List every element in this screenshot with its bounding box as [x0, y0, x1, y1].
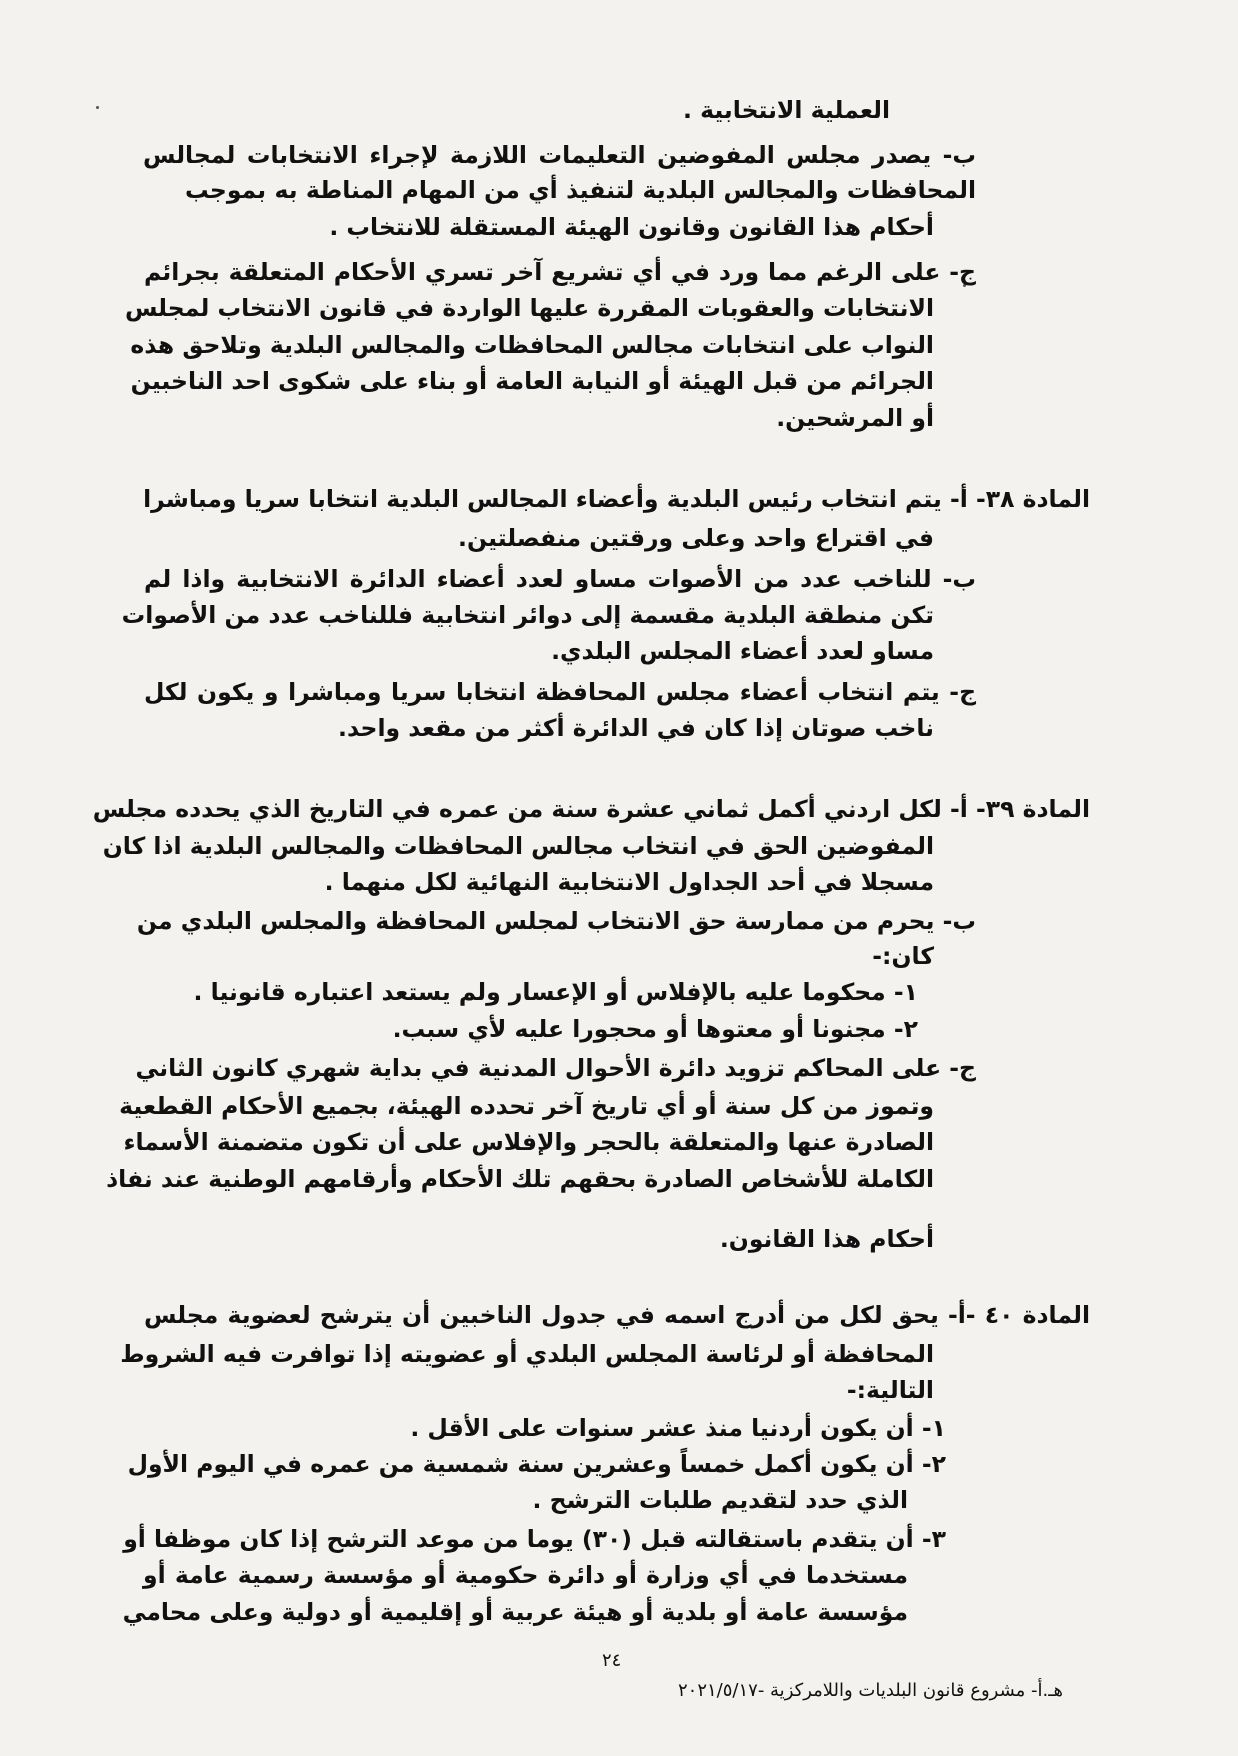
text-line: مستخدما في أي وزارة أو دائرة حكومية أو مؤسسة رسمية عامة أو [143, 1561, 908, 1589]
text-line: في اقتراع واحد وعلى ورقتين منفصلتين. [458, 524, 934, 552]
list-item-line: ١- محكوما عليه بالإفلاس أو الإعسار ولم يستعد اعتباره قانونيا . [193, 978, 918, 1006]
text-line: ج- على الرغم مما ورد في أي تشريع آخر تسري الأحكام المتعلقة بجرائم [144, 258, 976, 286]
text-line: المحافظات والمجالس البلدية لتنفيذ أي من المهام المناطة به بموجب [185, 176, 976, 204]
text-line: أحكام هذا القانون. [719, 1225, 934, 1253]
list-item-line: ٣- أن يتقدم باستقالته قبل (٣٠) يوما من موعد الترشح إذا كان موظفا أو [123, 1525, 946, 1553]
page-number: ٢٤ [602, 1650, 622, 1671]
text-line: ج- يتم انتخاب أعضاء مجلس المحافظة انتخابا سريا ومباشرا و يكون لكل [144, 678, 976, 706]
text-line: التالية:- [846, 1376, 934, 1404]
article-39-line: المادة ٣٩- أ- لكل اردني أكمل ثماني عشرة سنة من عمره في التاريخ الذي يحدده مجلس [92, 795, 1090, 823]
list-item-line: ١- أن يكون أردنيا منذ عشر سنوات على الأقل . [410, 1414, 946, 1442]
text-line: أو المرشحين. [776, 404, 934, 432]
text-line: الجرائم من قبل الهيئة أو النيابة العامة أو بناء على شكوى احد الناخبين [130, 367, 934, 395]
text-line: مساو لعدد أعضاء المجلس البلدي. [551, 637, 934, 665]
text-line: الكاملة للأشخاص الصادرة بحقهم تلك الأحكام وأرقامهم الوطنية عند نفاذ [106, 1165, 934, 1193]
text-line: تكن منطقة البلدية مقسمة إلى دوائر انتخابية فللناخب عدد من الأصوات [121, 601, 934, 629]
list-item-line: ٢- أن يكون أكمل خمساً وعشرين سنة شمسية من عمره في اليوم الأول [127, 1450, 946, 1478]
text-line: الصادرة عنها والمتعلقة بالحجر والإفلاس على أن تكون متضمنة الأسماء [123, 1128, 934, 1156]
text-line: الذي حدد لتقديم طلبات الترشح . [532, 1486, 908, 1514]
list-item-line: ٢- مجنونا أو معتوها أو محجورا عليه لأي سبب. [392, 1015, 918, 1043]
text-line: الانتخابات والعقوبات المقررة عليها الواردة في قانون الانتخاب لمجلس [124, 294, 934, 322]
text-line: ب- للناخب عدد من الأصوات مساو لعدد أعضاء الدائرة الانتخابية واذا لم [144, 565, 976, 593]
text-line: مسجلا في أحد الجداول الانتخابية النهائية لكل منهما . [324, 868, 934, 896]
text-line: ج- على المحاكم تزويد دائرة الأحوال المدنية في بداية شهري كانون الثاني [135, 1054, 976, 1082]
article-40-line: المادة ٤٠ -أ- يحق لكل من أدرج اسمه في جدول الناخبين أن يترشح لعضوية مجلس [144, 1301, 1091, 1329]
text-line: كان:- [872, 942, 934, 970]
footer-caption: هـ.أ- مشروع قانون البلديات واللامركزية -٢٠٢١/٥/١٧ [678, 1680, 1063, 1701]
article-38-line: المادة ٣٨- أ- يتم انتخاب رئيس البلدية وأعضاء المجالس البلدية انتخابا سريا ومباشرا [143, 485, 1090, 513]
text-line: ب- يصدر مجلس المفوضين التعليمات اللازمة لإجراء الانتخابات لمجالس [143, 141, 976, 169]
text-line: المفوضين الحق في انتخاب مجالس المحافظات والمجالس البلدية اذا كان [102, 832, 934, 860]
text-line: وتموز من كل سنة أو أي تاريخ آخر تحدده الهيئة، بجميع الأحكام القطعية [119, 1092, 934, 1120]
text-line: المحافظة أو لرئاسة المجلس البلدي أو عضويته إذا توافرت فيه الشروط [120, 1340, 934, 1368]
scan-speck [96, 106, 99, 109]
text-line: ب- يحرم من ممارسة حق الانتخاب لمجلس المحافظة والمجلس البلدي من [136, 907, 976, 935]
text-line: أحكام هذا القانون وقانون الهيئة المستقلة للانتخاب . [329, 213, 934, 241]
text-line: ناخب صوتان إذا كان في الدائرة أكثر من مقعد واحد. [338, 714, 934, 742]
text-line: النواب على انتخابات مجالس المحافظات والمجالس البلدية وتلاحق هذه [130, 331, 934, 359]
text-line: العملية الانتخابية . [682, 96, 890, 124]
text-line: مؤسسة عامة أو بلدية أو هيئة عربية أو إقليمية أو دولية وعلى محامي [122, 1598, 908, 1626]
